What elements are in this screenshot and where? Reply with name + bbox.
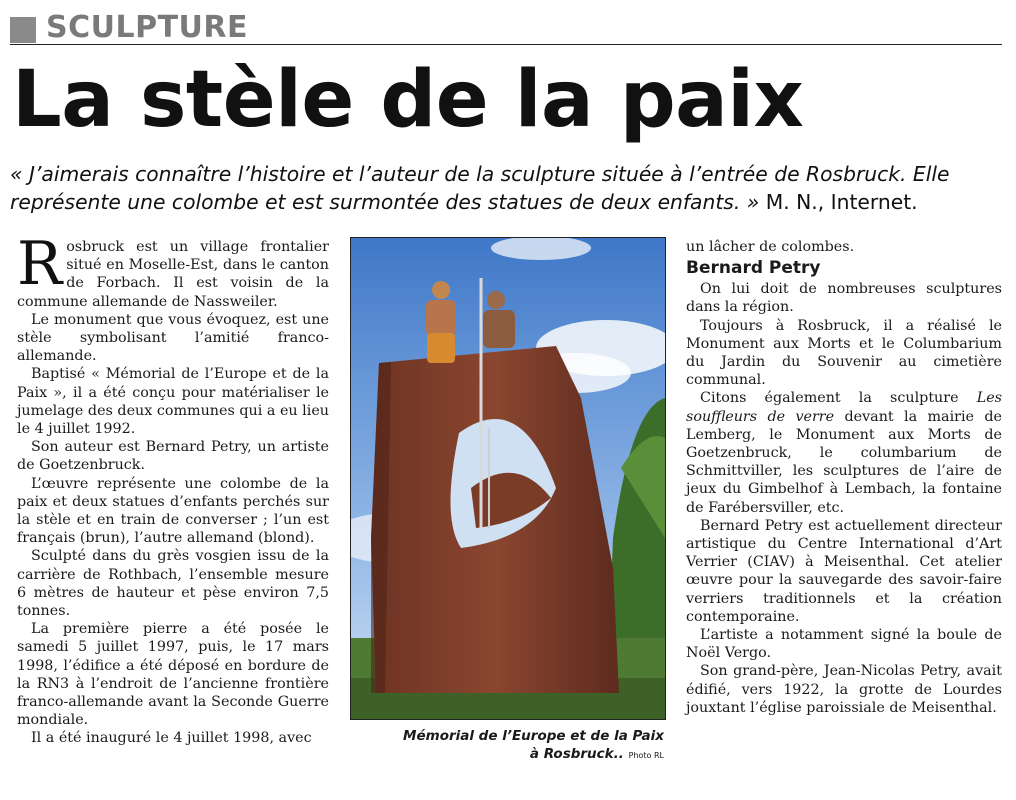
paragraph: Son grand-père, Jean-Nicolas Petry, avait édifié, vers 1922, la grotte de Lourdes jouxtant l’église paroissiale de Meisenthal. xyxy=(686,663,1002,716)
rubric-label: SCULPTURE xyxy=(46,10,249,45)
paragraph: La première pierre a été posée le samedi 5 juillet 1997, puis, le 17 mars 1998, l’édifice a été déposé en bordure de la RN3 à l’endroit de l’ancienne frontière franco-allemande avant la Seconde Guerre mondiale. xyxy=(17,621,329,729)
paragraph: L’artiste a notamment signé la boule de Noël Vergo. xyxy=(686,627,1002,662)
question-source: M. N., Internet. xyxy=(765,190,918,214)
paragraph xyxy=(686,389,1002,516)
paragraph: Toujours à Rosbruck, il a réalisé le Monument aux Morts et le Columbarium du Jardin du Souvenir au cimetière communal. xyxy=(686,317,1002,389)
reader-question: « J’aimerais connaître l’histoire et l’auteur de la sculpture située à l’entrée de Rosbruck. Elle représente une colombe et est surmontée des statues de deux enfants. » xyxy=(10,162,950,214)
photo-credit: Photo RL xyxy=(628,751,664,760)
paragraph-text: devant la mairie de Lemberg, le Monument aux Morts de Goetzenbruck, le columbarium de Schmittviller, les sculptures de l’aire de jeux du Gimbelhof à Lembach, la fontaine de Farébersviller, etc. xyxy=(686,408,1002,516)
continuation-text: un lâcher de colombes. xyxy=(686,239,855,255)
photo-caption xyxy=(350,727,664,765)
paragraph: Baptisé « Mémorial de l’Europe et de la Paix », il a été conçu pour matérialiser le jumelage des deux communes qui a eu lieu le 4 juillet 1992. xyxy=(17,366,329,438)
paragraph: Sculpté dans du grès vosgien issu de la carrière de Rothbach, l’ensemble mesure 6 mètres de hauteur et pèse environ 7,5 tonnes. xyxy=(17,548,329,620)
paragraph: Il a été inauguré le 4 juillet 1998, avec xyxy=(31,730,312,747)
paragraph-text: osbruck est un village frontalier situé en Moselle-Est, dans le canton de Forbach. Il est voisin de la commune allemande de Nassweiler. xyxy=(17,239,329,310)
paragraph: Son auteur est Bernard Petry, un artiste de Goetzenbruck. xyxy=(17,439,329,474)
article-column-1 xyxy=(17,229,329,748)
rubric-square-icon xyxy=(10,17,36,43)
headline: La stèle de la paix xyxy=(12,55,804,145)
article-column-3 xyxy=(686,238,1002,717)
section-rubric xyxy=(10,8,1002,45)
intro-question xyxy=(10,160,1004,216)
paragraph-text: Citons également la sculpture xyxy=(700,390,977,407)
subheading: Bernard Petry xyxy=(686,258,821,279)
caption-line-1: Mémorial de l’Europe et de la Paix xyxy=(403,728,664,744)
caption-line-2: à Rosbruck.. xyxy=(529,746,624,762)
dropcap: R xyxy=(17,229,63,299)
paragraph: On lui doit de nombreuses sculptures dans la région. xyxy=(686,281,1002,316)
paragraph: L’œuvre représente une colombe de la paix et deux statues d’enfants perchés sur la stèle et en train de converser ; l’un est français (brun), l’autre allemand (blond). xyxy=(17,475,329,547)
photo-illustration xyxy=(351,238,665,719)
paragraph: Le monument que vous évoquez, est une stèle symbolisant l’amitié franco-allemande. xyxy=(17,311,329,365)
sculpture-photo xyxy=(350,237,666,720)
paragraph xyxy=(17,229,329,311)
artwork-title: Les souffleurs de verre xyxy=(686,390,1002,425)
paragraph: Bernard Petry est actuellement directeur artistique du Centre International d’Art Verrier (CIAV) à Meisenthal. Cet atelier œuvre pour la sauvegarde des savoir-faire verriers traditionnels et la création contemporaine. xyxy=(686,517,1002,625)
